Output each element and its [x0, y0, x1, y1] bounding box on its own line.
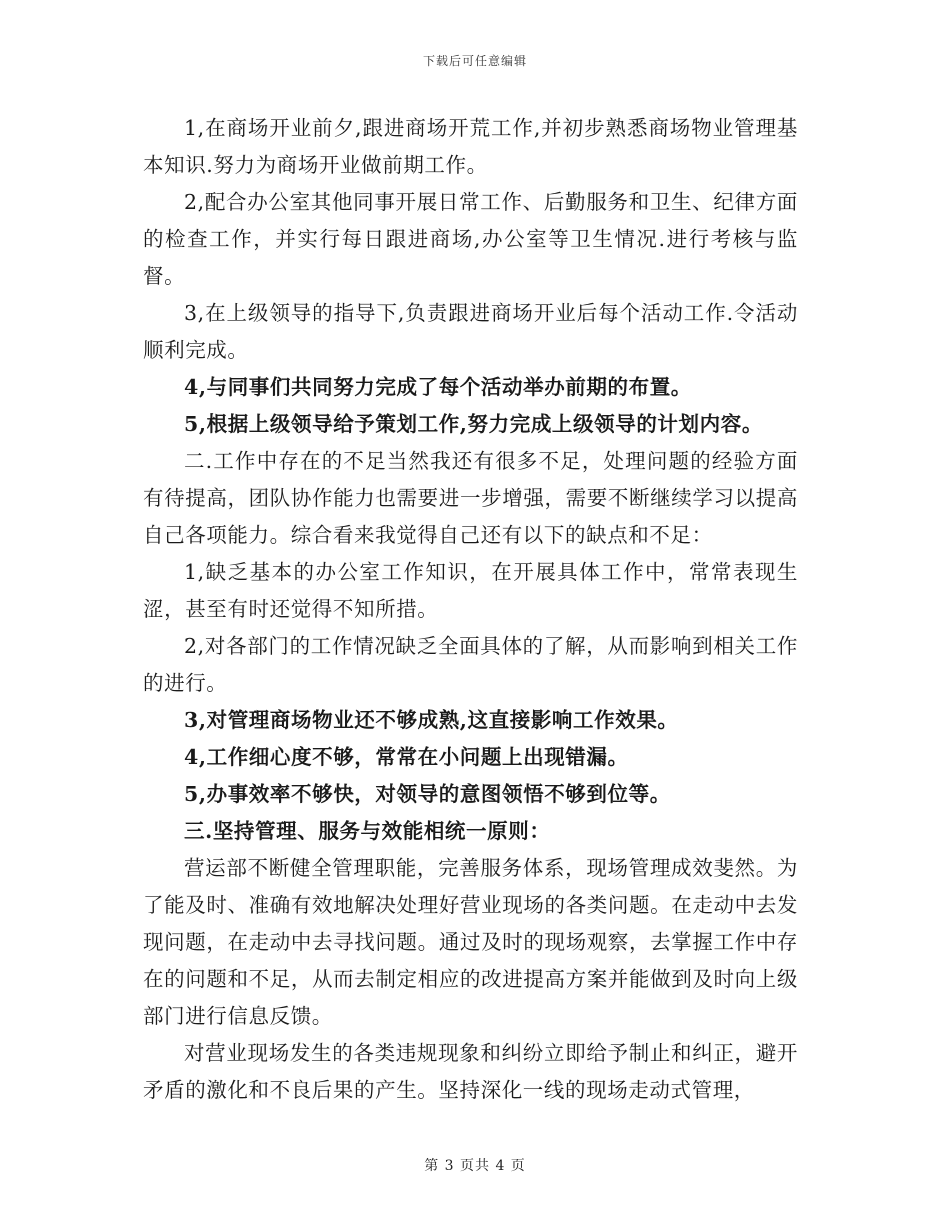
paragraph: 1,在商场开业前夕,跟进商场开荒工作,并初步熟悉商场物业管理基本知识.努力为商场开业做前期工作。 [143, 116, 798, 177]
paragraph: 1,缺乏基本的办公室工作知识，在开展具体工作中，常常表现生涩，甚至有时还觉得不知所措。 [143, 560, 798, 621]
document-body [143, 110, 798, 1109]
paragraph: 3,对管理商场物业还不够成熟,这直接影响工作效果。 [184, 708, 679, 732]
page-header: 下载后可任意编辑 [422, 54, 527, 68]
paragraph: 3,在上级领导的指导下,负责跟进商场开业后每个活动工作.令活动顺利完成。 [143, 301, 798, 362]
paragraph: 4,与同事们共同努力完成了每个活动举办前期的布置。 [184, 375, 692, 399]
section-heading: 三.坚持管理、服务与效能相统一原则： [184, 819, 551, 843]
page-number: 第 3 页共 4 页 [424, 1158, 526, 1174]
paragraph: 对营业现场发生的各类违规现象和纠纷立即给予制止和纠正，避开矛盾的激化和不良后果的产生。坚持深化一线的现场走动式管理， [143, 1041, 798, 1102]
paragraph: 5,办事效率不够快，对领导的意图领悟不够到位等。 [184, 782, 671, 806]
paragraph: 2,配合办公室其他同事开展日常工作、后勤服务和卫生、纪律方面的检查工作，并实行每日跟进商场,办公室等卫生情况.进行考核与监督。 [143, 190, 798, 288]
paragraph: 4,工作细心度不够，常常在小问题上出现错漏。 [184, 745, 629, 769]
paragraph: 二.工作中存在的不足当然我还有很多不足，处理问题的经验方面有待提高，团队协作能力也需要进一步增强，需要不断继续学习以提高自己各项能力。综合看来我觉得自己还有以下的缺点和不足： [143, 449, 798, 547]
paragraph: 5,根据上级领导给予策划工作,努力完成上级领导的计划内容。 [184, 412, 763, 436]
paragraph: 营运部不断健全管理职能，完善服务体系，现场管理成效斐然。为了能及时、准确有效地解决处理好营业现场的各类问题。在走动中去发现问题，在走动中去寻找问题。通过及时的现场观察，去掌握工作中存在的问题和不足，从而去制定相应的改进提高方案并能做到及时向上级部门进行信息反馈。 [143, 856, 798, 1028]
paragraph: 2,对各部门的工作情况缺乏全面具体的了解，从而影响到相关工作的进行。 [143, 634, 798, 695]
